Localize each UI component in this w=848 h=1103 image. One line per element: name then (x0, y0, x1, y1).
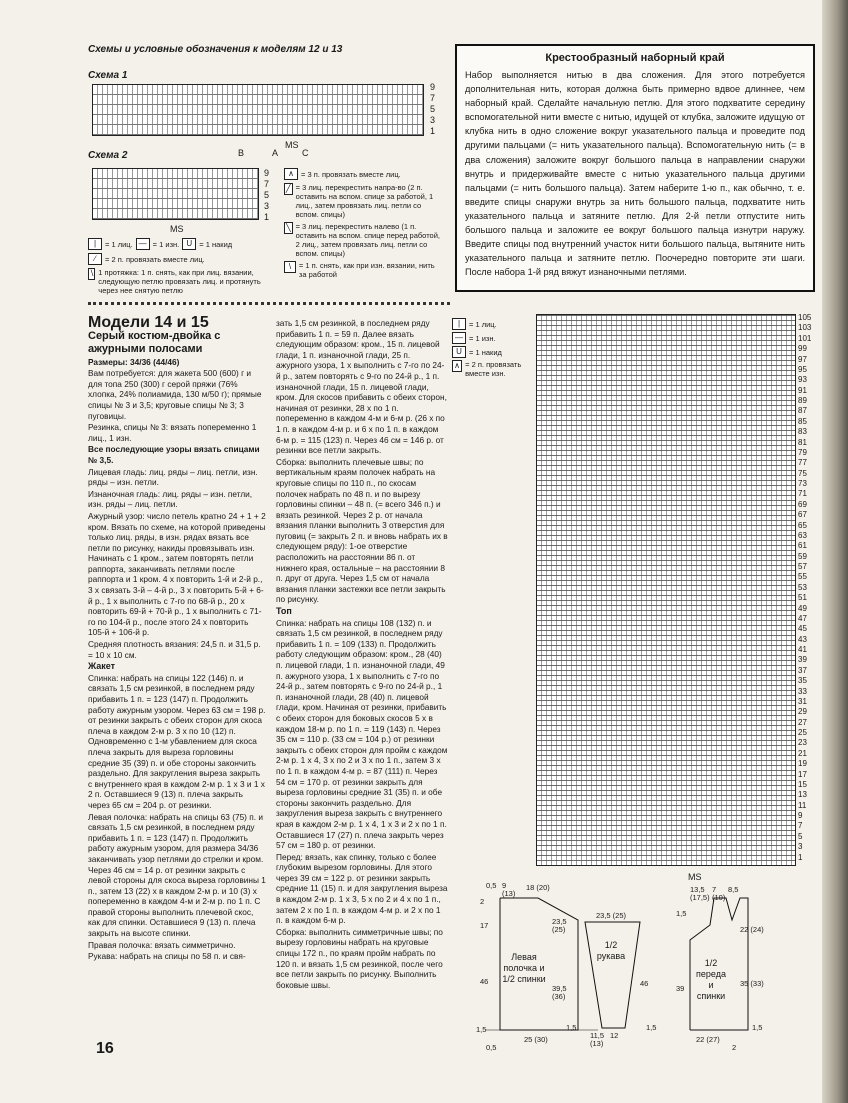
row-number: 43 (798, 634, 807, 644)
meas: 11,5 (13) (590, 1031, 605, 1048)
row-number: 37 (798, 665, 807, 675)
row-number: 5 (798, 831, 803, 841)
row-number: 25 (798, 728, 807, 738)
front-label: 1/2 переда и спинки (696, 958, 726, 1001)
meas: 23,5 (25) (596, 911, 627, 920)
big-chart-legend (452, 318, 532, 378)
row-number: 11 (798, 800, 807, 810)
row-number: 7 (798, 821, 803, 831)
row-number: 53 (798, 582, 807, 592)
page-number: 16 (96, 1040, 114, 1057)
row-number: 95 (798, 364, 807, 374)
row-number: 91 (798, 385, 807, 395)
sleeve-schematic (580, 900, 660, 1040)
marker-c: C (302, 148, 309, 158)
purl-symbol-icon: — (452, 332, 466, 344)
cast-on-info-box (455, 44, 815, 292)
row-number: 45 (798, 624, 807, 634)
stockinette: Лицевая гладь: лиц. ряды – лиц. петли, изн. ряды – изн. петли. (88, 466, 258, 488)
rib-pattern: Резинка, спицы № 3: вязать попеременно 1 лиц., 1 изн. (88, 422, 257, 443)
materials: Вам потребуется: для жакета 500 (600) г и для топа 250 (300) г серой пряжи (76% хлопка, 24% полиамида, 130 м/50 г); прямые спицы № 3 и 3,5; круговые спицы № 3; 3 пуговицы. (88, 368, 262, 421)
row-number: 99 (798, 344, 807, 354)
sizes: Размеры: 34/36 (44/46) (88, 356, 180, 367)
meas: 46 (480, 977, 489, 986)
top-front: Перед: вязать, как спинку, только с более глубоким вырезом горловины. Для этого через 39 см = 122 р. от резинки закрыть средние 11 (15) п. и для закругления выреза в каждом 2-м р. 1 х 3, 5 х по 2 и 4 х по 1 п., затем 2 х по 1 п. в каждом 4-м р. и 2 х по 1 п. в каждом 6-м р. (276, 851, 448, 926)
jacket-sleeves: Рукава: набрать на спицы по 58 п. и свя- (88, 951, 246, 962)
row-number: 77 (798, 458, 807, 468)
row-number: 61 (798, 541, 807, 551)
column-2 (276, 318, 448, 991)
scheme2-ms: MS (170, 224, 184, 234)
row-number: 41 (798, 645, 807, 655)
lace-pattern: Ажурный узор: число петель кратно 24 + 1 + 2 кром. Вязать по схеме, на которой приведены только лиц. ряды, в изн. рядах вязать все петли по рисунку, накиды провязывать изн. Начинать с 1 кром., затем повторять петли раппорта, заканчивать петлями после раппорта и 1 кром. 4 х повторить 1-й и 2-й р., 3 х связать 3-й – 4-й р., 3 х повторить 5-й + 6-й р., 1 х выполнить с 7-го по 68-й р., 20 х повторить 69-й + 70-й р., 1 х выполнить с 71-го по 104-й р., после этого 24 х повторить 105-й + 106-й р. (88, 510, 266, 638)
row-number: 105 (798, 313, 812, 322)
sleeve-label: 1/2 рукава (596, 940, 626, 961)
row-number: 49 (798, 603, 807, 613)
marker-b: B (238, 148, 245, 158)
yarnover-symbol-icon: U (182, 238, 196, 250)
row-number: 33 (798, 686, 807, 696)
jacket-right-front: Правая полочка: вязать симметрично. (88, 939, 236, 950)
row-number: 3 (798, 842, 803, 852)
meas: 1,5 (566, 1023, 577, 1032)
row-number: 67 (798, 510, 807, 520)
cross-left-symbol-icon: ╲ (285, 223, 291, 232)
k3tog-symbol-icon: ∧ (284, 168, 298, 180)
scheme1-row-numbers: 9 7 5 3 1 (430, 82, 436, 136)
row-number: 89 (798, 396, 807, 406)
legend-k3tog: = 3 п. провязать вместе лиц. (301, 169, 401, 179)
legend-k2tog: = 2 п. провязать вместе лиц. (105, 254, 205, 264)
legend-cross-left: = 3 лиц. перекрестить налево (1 п. оставить на вспом. спице перед работой, 2 лиц., затем провязать лиц. петли со вспом. спицы) (295, 222, 440, 258)
row-number: 97 (798, 354, 807, 364)
legend-purl: = 1 изн. (152, 239, 180, 249)
legend-left (88, 238, 278, 295)
meas: 18 (20) (526, 883, 550, 892)
section-divider (88, 302, 450, 305)
scheme2-chart (92, 168, 259, 220)
yarnover-symbol-icon: U (452, 346, 466, 358)
scheme2-label: Схема 2 (88, 150, 128, 161)
meas: 1,5 (752, 1023, 763, 1032)
top-back: Спинка: набрать на спицы 108 (132) п. и связать 1,5 см резинкой, в последнем ряду прибавить 1 п. = 109 (133) п. Продолжить работу следующим образом: кром., 28 (40) п. лицевой глади, 1 п. изнаночной глади, 49 п. ажурного узора, 1 х выполнить с 7-го по 24-й р., затем повторять с 9-го по 24-й р., 1 п. изнаночной глади, 28 (40) п. лицевой глади, кром. Начиная от резинки, прибавить с обеих сторон для боковых скосов 5 х в каждом 18-м р. по 1 п. = 119 (143) п. Через 35 см = 110 р. (33 см = 104 р.) от резинки закрыть с обеих сторон для пройм с каждом 2-м р. 1 х 4, 3 х по 2 и 3 х по 1 п., затем 3 х по 1 п. в каждом 4-м р. = 87 (111) п. Через 54 см = 170 р. от резинки закрыть для выреза горловины средние 31 (35) п. и обе стороны закончить раздельно. Для закругления выреза закрыть с внутреннего края в каждом 2-м р. 1 х 4, 1 х 3 и 2 х по 1 п. Оставшиеся 17 (27) п. плеча закрыть через 57 см = 180 р. от резинки. (276, 617, 448, 851)
meas: 1,5 (676, 909, 687, 918)
big-legend-knit: = 1 лиц. (469, 319, 497, 329)
jacket-back: Спинка: набрать на спицы 122 (146) п. и связать 1,5 см резинкой, в последнем ряду прибавить 1 п. = 123 (147) п. Продолжить работу ажурным узором. Через 63 см = 198 р. от резинки закрыть с обеих сторон для скоса плеча в каждом 2-м р. 3 х по 10 (12) п. Одновременно с 1-м убавлением для скоса плеча закрыть для выреза горловины средние 35 (39) п. и обе стороны закончить раздельно. Для закругления выреза закрыть с внутреннего края в каждом 2-м р. 1 х 3 и 1 х 2 п. Оставшиеся 9 (13) п. плеча закрыть через 65 см = 204 р. от резинки. (88, 672, 266, 810)
meas: 23,5 (25) (552, 917, 567, 934)
row-number: 55 (798, 572, 807, 582)
skp-symbol-icon: ∖ (89, 269, 95, 278)
jacket-heading: Жакет (88, 661, 116, 672)
cast-on-text: Набор выполняется нитью в два сложения. Для этого потребуется дополнительная нить, которая должна быть примерно вдвое длиннее, чем наборный край. Сделайте начальную петлю. Для этого подхватите середину вспомогательной нити вместе с нитью, идущей от клубка, заложите идущую от клубка нить в одно сложение вокруг указательного пальца и проведите под другими пальцами (= нить указательного пальца). Вспомогательную нить (= в два сложения) заложите вокруг большого пальца в направлении снаружи внутрь и придерживайте вместе с нитью указательного пальца другими пальцами (= нить большого пальца). Затем наберите 1-ю п., как обычно, т. е. введите спицы снаружи внутрь за нить большого пальца, подхватите нить указательного пальца и затяните петлю. Для 2-й петли отпустите нить большого пальца и заложите ее вокруг большого пальца изнутри наружу. Введите спицы под внутренний участок нити большого пальца, вытяните нить указательного пальца и затяните петлю. Поочередно повторите эти шаги. После набора 1-й ряд вяжут изнаночными петлями. (465, 70, 805, 278)
marker-a: A (272, 148, 279, 158)
needles-note: Все последующие узоры вязать спицами № 3,5. (88, 444, 260, 465)
k2tog-symbol-icon: ∕ (88, 253, 102, 265)
row-number: 81 (798, 437, 807, 447)
row-number: 57 (798, 562, 807, 572)
row-number: 79 (798, 447, 807, 457)
meas: 46 (640, 979, 649, 988)
meas: 35 (33) (740, 979, 764, 988)
row-number: 73 (798, 479, 807, 489)
row-number: 65 (798, 520, 807, 530)
knit-symbol-icon: | (452, 318, 466, 330)
row-number: 103 (798, 323, 812, 333)
legend-skp: 1 протяжка: 1 п. снять, как при лиц. вязании, следующую петлю провязать лиц. и протянуть через нее снятую петлю (98, 268, 261, 295)
left-front-label: Левая полочка и 1/2 спинки (502, 952, 546, 984)
row-number: 87 (798, 406, 807, 416)
row-number: 71 (798, 489, 807, 499)
legend-cross-right: = 3 лиц. перекрестить напра-во (2 п. оставить на вспом. спице за работой, 1 лиц., затем провязать лиц. петли со вспом. спицы) (295, 183, 434, 219)
meas: 2 (480, 897, 485, 906)
meas: 7 (10) (712, 885, 726, 902)
page-binding-edge (822, 0, 848, 1103)
knit-symbol-icon: | (88, 238, 102, 250)
legend-knit: = 1 лиц. (105, 239, 133, 249)
row-number: 29 (798, 707, 807, 717)
meas: 13,5 (17,5) (690, 885, 710, 902)
schemes-title: Схемы и условные обозначения к моделям 12 и 13 (88, 44, 343, 55)
row-number: 101 (798, 333, 812, 343)
jacket-left-front: Левая полочка: набрать на спицы 63 (75) п. и связать 1,5 см резинкой, в последнем ряду прибавить 1 п. = 123 (147) п. Продолжить работу ажурным узором, для размера 34/36 заканчивать узор петлями до стрелки и кром. Через 46 см = 14 р. от резинки закрыть с левой стороны для скоса выреза горловины 1 п., затем 13 (22) х в каждом 2-м р. и 10 (3) х попеременно в каждом 4-м и 2-м р. по 1 п. С правой стороны выполнить плечевой скос, как для спинки. Оставшиеся 9 (13) п. плеча закрыть на высоте спинки. (88, 811, 266, 939)
top-heading: Топ (276, 606, 292, 617)
row-number: 47 (798, 613, 807, 623)
row-number: 31 (798, 696, 807, 706)
scheme1-label: Схема 1 (88, 70, 128, 81)
meas: 39 (676, 984, 685, 993)
row-number: 27 (798, 717, 807, 727)
big-chart-ms: MS (688, 872, 702, 882)
top-assembly: Сборка: выполнить симметричные швы; по вырезу горловины набрать на круговые спицы 172 п., по краям пройм набрать по 120 п. и вязать 1,5 см резинкой, после чего все петли закрыть по рисунку. Выполнить боковые швы. (276, 926, 443, 990)
row-number: 83 (798, 427, 807, 437)
row-number: 59 (798, 551, 807, 561)
meas: 9 (13) (502, 881, 516, 898)
reverse-stockinette: Изнаночная гладь: лиц. ряды – изн. петли, изн. ряды – лиц. петли. (88, 488, 253, 510)
big-legend-yarnover: = 1 накид (469, 347, 502, 357)
meas: 25 (30) (524, 1035, 548, 1044)
big-legend-p2tog: = 2 п. провязать вместе изн. (465, 360, 522, 378)
meas: 0,5 (486, 1043, 497, 1052)
row-number: 85 (798, 416, 807, 426)
models-title: Модели 14 и 15 (88, 314, 209, 331)
meas: 22 (27) (696, 1035, 720, 1044)
meas: 22 (24) (740, 925, 764, 934)
meas: 0,5 (486, 881, 497, 890)
p2tog-symbol-icon: ∧ (452, 360, 462, 372)
legend-right (284, 168, 444, 279)
gauge: Средняя плотность вязания: 24,5 п. и 31,5 р. = 10 х 10 см. (88, 639, 261, 660)
cross-right-symbol-icon: ╱ (285, 184, 291, 193)
meas: 1,5 (476, 1025, 487, 1034)
meas: 12 (610, 1031, 619, 1040)
row-number: 15 (798, 779, 807, 789)
meas: 8,5 (728, 885, 739, 894)
meas: 39,5 (36) (552, 984, 567, 1001)
row-number: 19 (798, 759, 807, 769)
row-number: 21 (798, 748, 807, 758)
row-number: 69 (798, 499, 807, 509)
row-number: 23 (798, 738, 807, 748)
row-number: 13 (798, 790, 807, 800)
jacket-assembly: Сборка: выполнить плечевые швы; по вертикальным краям полочек набрать на круговые спицы по 110 п., по скосам полочек набрать по 48 п. и по вырезу горловины спинки – 48 п. (= всего 346 п.) и вязать резинкой. Через 2 р. от начала вязания планки выполнить 3 отверстия для пуговиц (= закрыть 2 п. и вновь набрать их в следующем ряду): 1-ое отверстие расположить на расстоянии 86 п. от нижнего края, остальные – на расстоянии 8 п. друг от друга. Через 1,5 см от начала вязания планки застежки все петли закрыть по рисунку. (276, 456, 448, 605)
legend-yarnover: = 1 накид (199, 239, 233, 249)
cast-on-title: Крестообразный наборный край (545, 52, 725, 64)
meas: 1,5 (646, 1023, 657, 1032)
scheme1-ms: MS (285, 140, 299, 150)
big-legend-purl: = 1 изн. (469, 333, 496, 343)
column-1 (88, 314, 266, 963)
row-number: 17 (798, 769, 807, 779)
meas: 17 (480, 921, 489, 930)
scheme2-row-numbers: 9 7 5 3 1 (264, 168, 270, 222)
sleeves-cont: зать 1,5 см резинкой, в последнем ряду прибавить 1 п. = 59 п. Далее вязать следующим образом: кром., 15 п. лицевой глади, 1 п. изнаночной глади, 25 п. ажурного узора, 1 х выполнить с 7-го по 24-й р., затем повторять с 9-го по 24-й р., 1 п. изнаночной глади, 15 п. лицевой глади, кром. Для скосов прибавить с обеих сторон, начиная от резинки, 28 х по 1 п. попеременно в каждом 4-м и 6-м р. (26 х по 1 п. в каждом 4-м р. и 6 х по 1 п. в каждом 6-м р. = 115 (123) п. Через 46 см = 146 р. от резинки все петли закрыть. (276, 318, 447, 456)
row-number: 1 (798, 852, 803, 862)
purl-symbol-icon: — (136, 238, 150, 250)
row-number: 39 (798, 655, 807, 665)
row-number: 63 (798, 530, 807, 540)
row-number: 9 (798, 811, 803, 821)
lace-pattern-chart (536, 314, 796, 866)
scheme1-chart (92, 84, 424, 136)
row-number: 51 (798, 593, 807, 603)
row-number: 93 (798, 375, 807, 385)
models-subtitle: Серый костюм-двойка с ажурными полосами (88, 329, 221, 355)
row-number: 75 (798, 468, 807, 478)
slip-symbol-icon: \ (284, 261, 296, 273)
legend-slip: = 1 п. снять, как при изн. вязании, нить за работой (298, 261, 435, 279)
row-number: 35 (798, 676, 807, 686)
meas: 2 (732, 1043, 737, 1052)
